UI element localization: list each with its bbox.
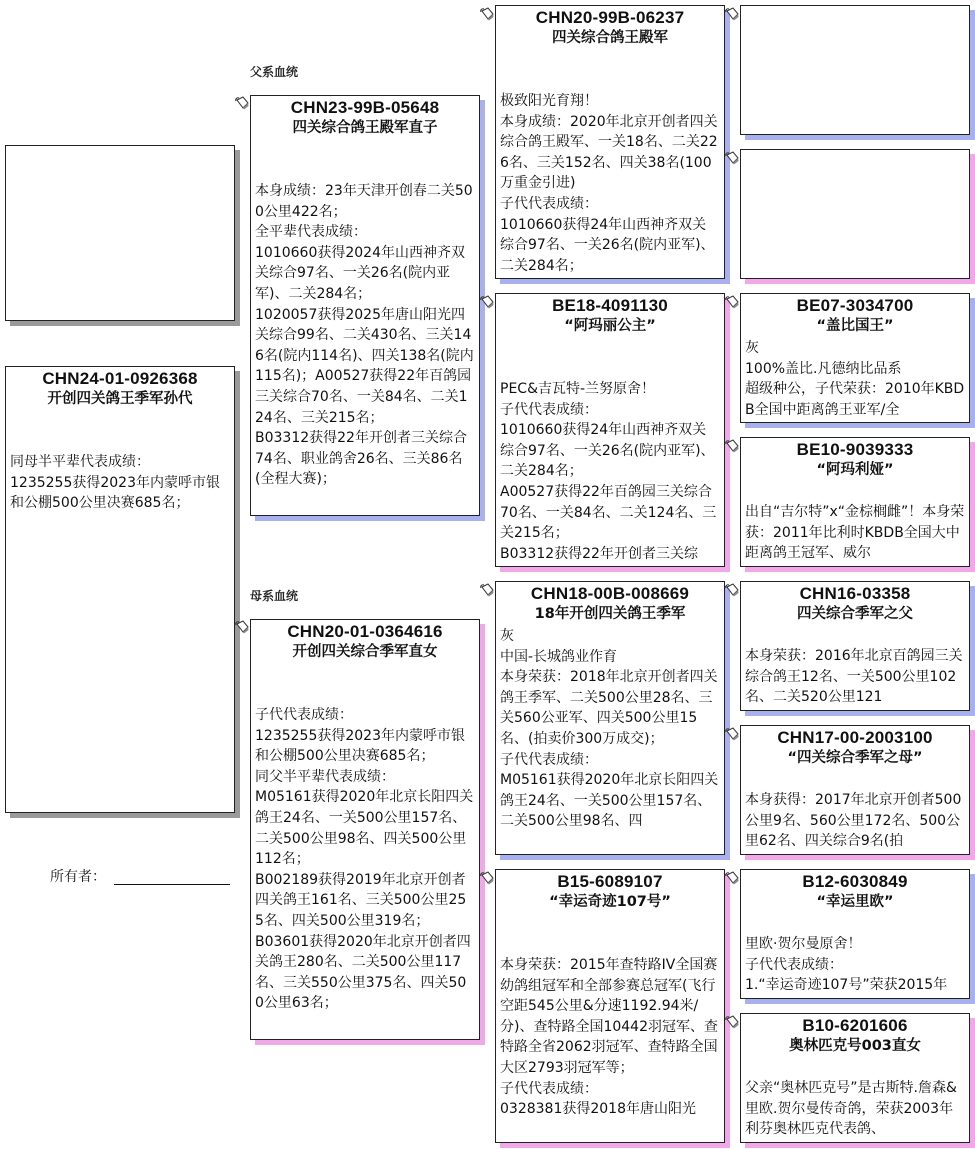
sire-dam-sire-card[interactable] (740, 293, 970, 423)
owner-label: 所有者： (50, 869, 106, 885)
paint-bucket-icon[interactable] (234, 95, 250, 111)
dam-sire-sire-desc: 本身荣获：2016年北京百鸽园三关综合鸽王12名、一关500公里102名、二关520公里121 (745, 648, 963, 706)
sire-card[interactable] (250, 95, 480, 516)
sire-dam-name: “阿玛丽公主” (564, 318, 656, 334)
sire-sire-sire-card[interactable] (740, 5, 970, 135)
dam-dam-sire-ring: B12-6030849 (802, 872, 908, 891)
sire-sire-card[interactable] (495, 5, 725, 279)
dam-dam-dam-ring: B10-6201606 (802, 1016, 908, 1035)
sire-dam-ring: BE18-4091130 (552, 296, 668, 315)
dam-sire-dam-ring: CHN17-00-2003100 (777, 728, 933, 747)
paint-bucket-icon[interactable] (479, 6, 495, 22)
paint-bucket-icon[interactable] (724, 150, 740, 166)
dam-name: 开创四关综合季军直女 (292, 644, 438, 660)
sire-desc: 本身成绩：23年天津开创春二关500公里422名； 全平辈代表成绩： 1010660获得2024年山西神齐双关综合97名、一关26名(院内亚军)、二关284名； 1020057获得2025年唐山阳光四关综合99名、二关430名、三关146名(院内114名)、四关138名(院内115名)；A00527获得22年百鸽园三关综合70名、一关84名、二关124名、三关215名； B03312获得22年开创者三关综合74名、职业鸽舍26名、三关86名(全程大赛)； (255, 183, 474, 488)
dam-sire-dam-desc: 本身获得：2017年北京开创者500公里9名、560公里172名、500公里62名、四关综合9名(拍 (745, 792, 962, 850)
sire-ring: CHN23-99B-05648 (290, 98, 440, 117)
dam-dam-dam-card[interactable] (740, 1013, 970, 1143)
paint-bucket-icon[interactable] (479, 294, 495, 310)
paint-bucket-icon[interactable] (724, 294, 740, 310)
paint-bucket-icon[interactable] (724, 6, 740, 22)
dam-dam-sire-desc: 里欧·贺尔曼原舍！ 子代代表成绩： 1.“幸运奇迹107号”荣获2015年 (745, 936, 948, 994)
dam-sire-dam-card[interactable] (740, 725, 970, 855)
sire-dam-dam-desc: 出自“吉尔特”x“金棕榈雌”！本身荣获：2011年比利时KBDB全国大中距离鸽王冠军、威尔 (745, 504, 965, 562)
sire-sire-name: 四关综合鸽王殿军 (552, 30, 668, 46)
owner-field-line[interactable] (114, 884, 230, 885)
dam-dam-name: “幸运奇迹107号” (549, 894, 671, 910)
sire-dam-dam-ring: BE10-9039333 (796, 440, 914, 459)
dam-sire-ring: CHN18-00B-008669 (530, 584, 690, 603)
paint-bucket-icon[interactable] (724, 438, 740, 454)
dam-dam-sire-name: “幸运里欧” (816, 894, 894, 910)
dam-dam-desc: 本身荣获：2015年查特路IV全国赛幼鸽组冠军和全部参赛总冠军(飞行空距545公里&分速1192.94米/分)、查特路全国10442羽冠军、查特路全省2062羽冠军、查特路全国大区2793羽冠军等； 子代代表成绩： 0328381获得2018年唐山阳光 (500, 957, 718, 1118)
dam-sire-dam-name: “四关综合季军之母” (787, 750, 923, 766)
paint-bucket-icon[interactable] (479, 870, 495, 886)
dam-sire-sire-name: 四关综合季军之父 (797, 606, 913, 622)
sire-dam-card[interactable] (495, 293, 725, 567)
sire-sire-dam-card[interactable] (740, 149, 970, 279)
empty-photo-box (5, 145, 235, 321)
sire-line-label: 父系血统 (250, 65, 299, 79)
dam-dam-sire-card[interactable] (740, 869, 970, 999)
dam-dam-card[interactable] (495, 869, 725, 1143)
sire-dam-sire-desc: 灰 100%盖比.凡德纳比品系 超级种公，子代荣获：2010年KBDB全国中距离鸽王亚军/全 (745, 340, 965, 418)
dam-dam-dam-desc: 父亲“奥林匹克号”是古斯特.詹森&里欧.贺尔曼传奇鸽，荣获2003年利芬奥林匹克代表鸽、 (745, 1080, 957, 1138)
dam-ring: CHN20-01-0364616 (287, 622, 443, 641)
subject-desc: 同母半平辈代表成绩： 1235255获得2023年内蒙呼市银和公棚500公里决赛685名； (10, 454, 220, 512)
sire-name: 四关综合鸽王殿军直子 (292, 120, 438, 136)
paint-bucket-icon[interactable] (234, 619, 250, 635)
sire-dam-dam-name: “阿玛利娅” (816, 462, 894, 478)
subject-card[interactable] (5, 366, 235, 813)
sire-sire-ring: CHN20-99B-06237 (535, 8, 685, 27)
subject-name: 开创四关鸽王季军孙代 (47, 391, 193, 407)
dam-card[interactable] (250, 619, 480, 1040)
dam-sire-sire-card[interactable] (740, 581, 970, 711)
paint-bucket-icon[interactable] (724, 582, 740, 598)
subject-ring: CHN24-01-0926368 (42, 369, 198, 388)
paint-bucket-icon[interactable] (724, 870, 740, 886)
dam-line-label: 母系血统 (250, 589, 299, 603)
dam-sire-desc: 灰 中国-长城鸽业作育 本身荣获：2018年北京开创者四关鸽王季军、二关500公里28名、三关560公亚军、四关500公里15名、(拍卖价300万成交)； 子代代表成绩： M05161获得2020年北京长阳四关鸽王24名、一关500公里157名、二关500公里98名、四 (500, 628, 719, 830)
dam-sire-card[interactable] (495, 581, 725, 855)
sire-dam-desc: PEC&吉瓦特-兰努原舍！ 子代代表成绩： 1010660获得24年山西神齐双关综合97名、一关26名(院内亚军)、二关284名； A00527获得22年百鸽园三关综合70名、一关84名、二关124名、三关215名； B03312获得22年开创者三关综 (500, 381, 717, 562)
dam-sire-sire-ring: CHN16-03358 (799, 584, 911, 603)
dam-dam-dam-name: 奥林匹克号003直女 (789, 1038, 921, 1054)
sire-dam-sire-name: “盖比国王” (816, 318, 894, 334)
dam-dam-ring: B15-6089107 (557, 872, 663, 891)
sire-sire-desc: 极致阳光育翔！ 本身成绩：2020年北京开创者四关综合鸽王殿军、一关18名、二关226名、三关152名、四关38名(100万重金引进) 子代代表成绩： 1010660获得24年山西神齐双关综合97名、一关26名(院内亚军)、二关284名； (500, 93, 718, 274)
dam-desc: 子代代表成绩： 1235255获得2023年内蒙呼市银和公棚500公里决赛685名； 同父半平辈代表成绩： M05161获得2020年北京长阳四关鸽王24名、一关500公里157名、二关500公里98名、四关500公里112名； B002189获得2019年北京开创者四关鸽王161名、三关500公里255名、四关500公里319名； B03601获得2020年北京开创者四关鸽王280名、二关500公里117名、三关550公里375名、四关500公里63名； (255, 707, 474, 1012)
paint-bucket-icon[interactable] (479, 582, 495, 598)
paint-bucket-icon[interactable] (724, 1014, 740, 1030)
sire-dam-sire-ring: BE07-3034700 (796, 296, 914, 315)
paint-bucket-icon[interactable] (724, 726, 740, 742)
sire-dam-dam-card[interactable] (740, 437, 970, 567)
dam-sire-name: 18年开创四关鸽王季军 (534, 606, 686, 622)
